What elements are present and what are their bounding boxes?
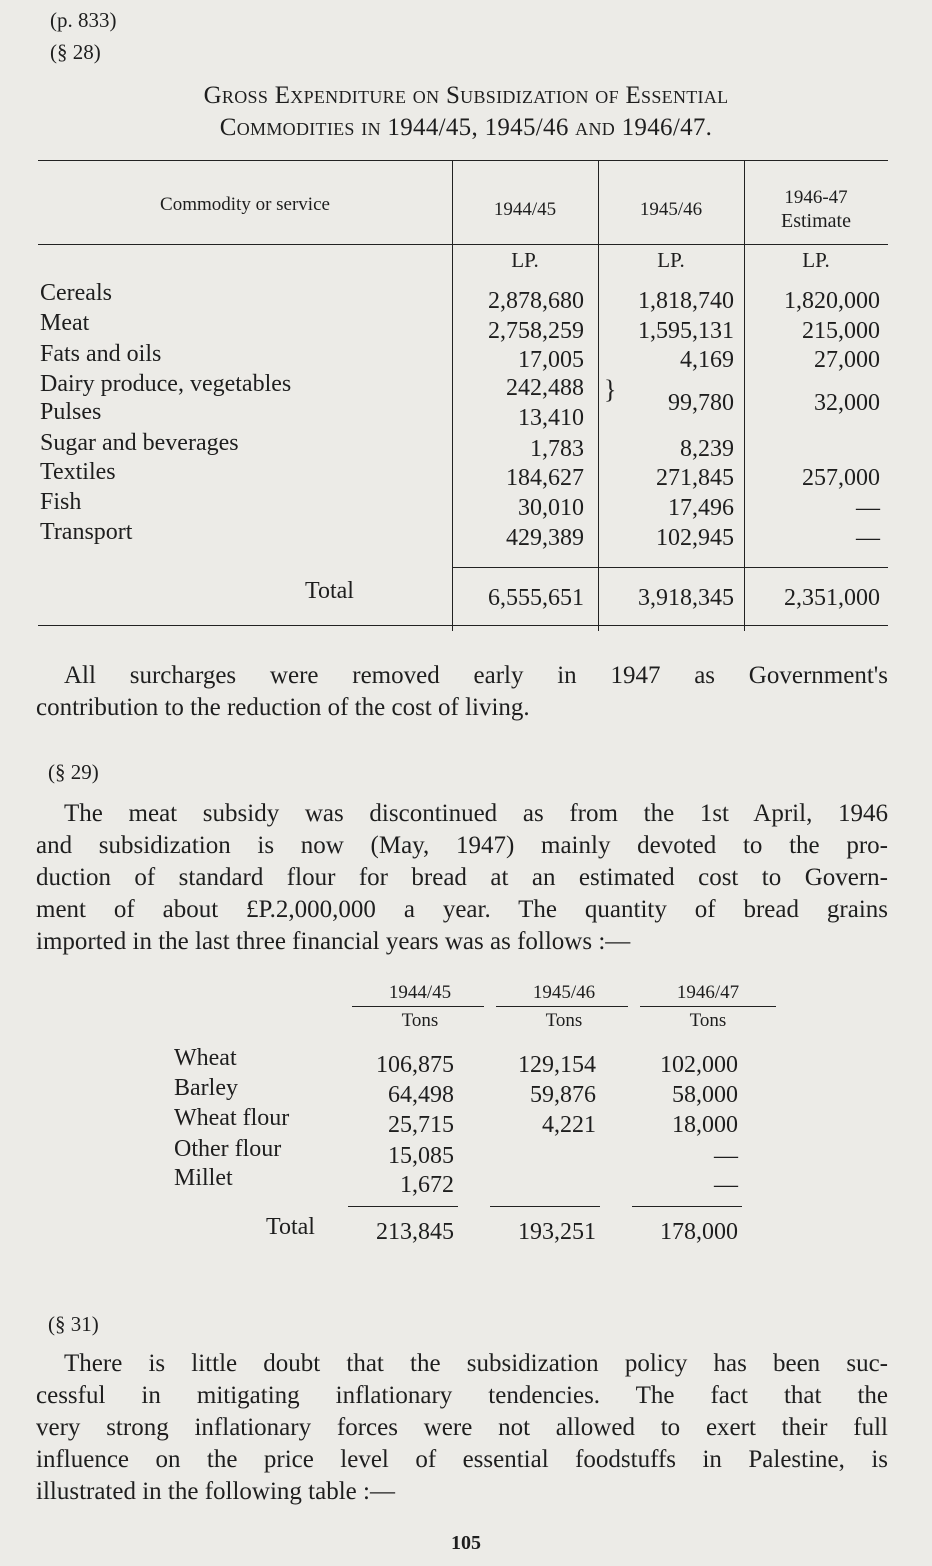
page-number: 105 bbox=[451, 1532, 481, 1554]
cell-value: 1,672 bbox=[400, 1172, 454, 1198]
cell-value: 99,780 bbox=[668, 390, 734, 416]
table-bottom-rule bbox=[38, 625, 888, 626]
header-rule bbox=[352, 1006, 484, 1007]
cell-value: 17,005 bbox=[518, 347, 584, 373]
total-rule bbox=[348, 1206, 458, 1207]
row-label-meat: Meat bbox=[40, 310, 90, 336]
paragraph-meat-subsidy bbox=[36, 798, 888, 958]
cell-value: 8,239 bbox=[680, 436, 734, 462]
unit-tons: Tons bbox=[689, 1010, 727, 1031]
row-label-wheat-flour: Wheat flour bbox=[174, 1105, 290, 1131]
unit-lp-1: LP. bbox=[511, 248, 539, 272]
header-rule bbox=[496, 1006, 628, 1007]
section-29-heading: (§ 29) bbox=[48, 760, 99, 784]
table-title-line-1: Gross Expenditure on Subsidization of Essential bbox=[203, 82, 729, 109]
cell-value: 2,758,259 bbox=[488, 318, 584, 344]
header-1945-46: 1945/46 bbox=[639, 199, 703, 220]
row-label-cereals: Cereals bbox=[40, 280, 112, 306]
total-value: 193,251 bbox=[518, 1219, 596, 1245]
text-line: duction of standard flour for bread at an estimated cost to Govern- bbox=[36, 864, 888, 891]
cell-value: 59,876 bbox=[530, 1082, 596, 1108]
row-label-barley: Barley bbox=[174, 1075, 238, 1101]
cell-value: 129,154 bbox=[518, 1052, 596, 1078]
cell-value: 242,488 bbox=[506, 375, 584, 401]
cell-value: 429,389 bbox=[506, 525, 584, 551]
header-1946-47: 1946-47 bbox=[784, 187, 848, 208]
grouping-brace: } bbox=[604, 375, 617, 404]
cell-value: 17,496 bbox=[668, 495, 734, 521]
header-commodity: Commodity or service bbox=[160, 194, 330, 215]
cell-value: 18,000 bbox=[672, 1112, 738, 1138]
cell-value: 15,085 bbox=[388, 1143, 454, 1169]
total-rule bbox=[452, 567, 888, 568]
row-label-other-flour: Other flour bbox=[174, 1136, 282, 1162]
unit-lp-2: LP. bbox=[657, 248, 685, 272]
header-rule bbox=[38, 244, 888, 245]
cell-value: 271,845 bbox=[656, 465, 734, 491]
cell-value: 2,878,680 bbox=[488, 288, 584, 314]
cell-value: 106,875 bbox=[376, 1052, 454, 1078]
text-line: and subsidization is now (May, 1947) mainly devoted to the pro- bbox=[36, 832, 888, 859]
total-value: 178,000 bbox=[660, 1219, 738, 1245]
cell-value: 4,169 bbox=[680, 347, 734, 373]
cell-value: 4,221 bbox=[542, 1112, 596, 1138]
cell-value: — bbox=[856, 495, 880, 521]
text-line: illustrated in the following table :— bbox=[36, 1478, 395, 1505]
header-year: 1944/45 bbox=[388, 982, 452, 1003]
text-line: All surcharges were removed early in 1947 as Government's bbox=[64, 662, 888, 689]
header-year: 1945/46 bbox=[532, 982, 596, 1003]
cell-value: 184,627 bbox=[506, 465, 584, 491]
unit-tons: Tons bbox=[401, 1010, 439, 1031]
section-31-heading: (§ 31) bbox=[48, 1312, 99, 1336]
header-estimate: Estimate bbox=[781, 210, 851, 232]
cell-value: 13,410 bbox=[518, 405, 584, 431]
text-line: contribution to the reduction of the cost of living. bbox=[36, 694, 530, 721]
unit-tons: Tons bbox=[545, 1010, 583, 1031]
cell-value: 30,010 bbox=[518, 495, 584, 521]
row-label-wheat: Wheat bbox=[174, 1045, 237, 1071]
header-1944-45: 1944/45 bbox=[493, 199, 557, 220]
cell-value: 1,820,000 bbox=[784, 288, 880, 314]
cell-value: 1,818,740 bbox=[638, 288, 734, 314]
cell-value: 58,000 bbox=[672, 1082, 738, 1108]
unit-lp-3: LP. bbox=[802, 248, 830, 272]
section-reference: (§ 28) bbox=[50, 40, 101, 64]
total-value: 3,918,345 bbox=[638, 585, 734, 611]
header-year: 1946/47 bbox=[676, 982, 740, 1003]
row-label-sugar: Sugar and beverages bbox=[40, 430, 239, 456]
cell-value: 27,000 bbox=[814, 347, 880, 373]
total-label: Total bbox=[305, 578, 354, 604]
header-rule bbox=[640, 1006, 776, 1007]
text-line: The meat subsidy was discontinued as from the 1st April, 1946 bbox=[64, 800, 888, 827]
total-value: 2,351,000 bbox=[784, 585, 880, 611]
row-label-dairy: Dairy produce, vegetables bbox=[40, 371, 292, 397]
row-label-fats: Fats and oils bbox=[40, 341, 162, 367]
cell-value: 25,715 bbox=[388, 1112, 454, 1138]
cell-value: 215,000 bbox=[802, 318, 880, 344]
cell-value: 102,945 bbox=[656, 525, 734, 551]
row-label-transport: Transport bbox=[40, 519, 133, 545]
cell-value: 102,000 bbox=[660, 1052, 738, 1078]
cell-value: — bbox=[714, 1143, 738, 1169]
cell-value: 64,498 bbox=[388, 1082, 454, 1108]
cell-value: 32,000 bbox=[814, 390, 880, 416]
paragraph-subsidization-policy bbox=[36, 1348, 888, 1508]
text-line: ment of about £P.2,000,000 a year. The quantity of bread grains bbox=[36, 896, 888, 923]
row-label-fish: Fish bbox=[40, 489, 82, 515]
cell-value: — bbox=[856, 525, 880, 551]
text-line: imported in the last three financial years was as follows :— bbox=[36, 928, 631, 955]
total-value: 6,555,651 bbox=[488, 585, 584, 611]
text-line: cessful in mitigating inflationary tendencies. The fact that the bbox=[36, 1382, 888, 1409]
text-line: very strong inflationary forces were not allowed to exert their full bbox=[36, 1414, 888, 1441]
total-label: Total bbox=[266, 1214, 315, 1240]
cell-value: 1,783 bbox=[530, 436, 584, 462]
row-label-millet: Millet bbox=[174, 1165, 233, 1191]
total-rule bbox=[490, 1206, 600, 1207]
table-top-rule bbox=[38, 160, 888, 161]
text-line: influence on the price level of essential foodstuffs in Palestine, is bbox=[36, 1446, 888, 1473]
total-rule bbox=[632, 1206, 742, 1207]
table-title-line-2: Commodities in 1944/45, 1945/46 and 1946/47. bbox=[219, 114, 713, 141]
cell-value: 257,000 bbox=[802, 465, 880, 491]
paragraph-surcharges bbox=[36, 660, 888, 724]
total-value: 213,845 bbox=[376, 1219, 454, 1245]
row-label-textiles: Textiles bbox=[40, 459, 116, 485]
page-reference: (p. 833) bbox=[50, 8, 117, 32]
cell-value: 1,595,131 bbox=[638, 318, 734, 344]
row-label-pulses: Pulses bbox=[40, 399, 102, 425]
text-line: There is little doubt that the subsidization policy has been suc- bbox=[64, 1350, 888, 1377]
cell-value: — bbox=[714, 1172, 738, 1198]
